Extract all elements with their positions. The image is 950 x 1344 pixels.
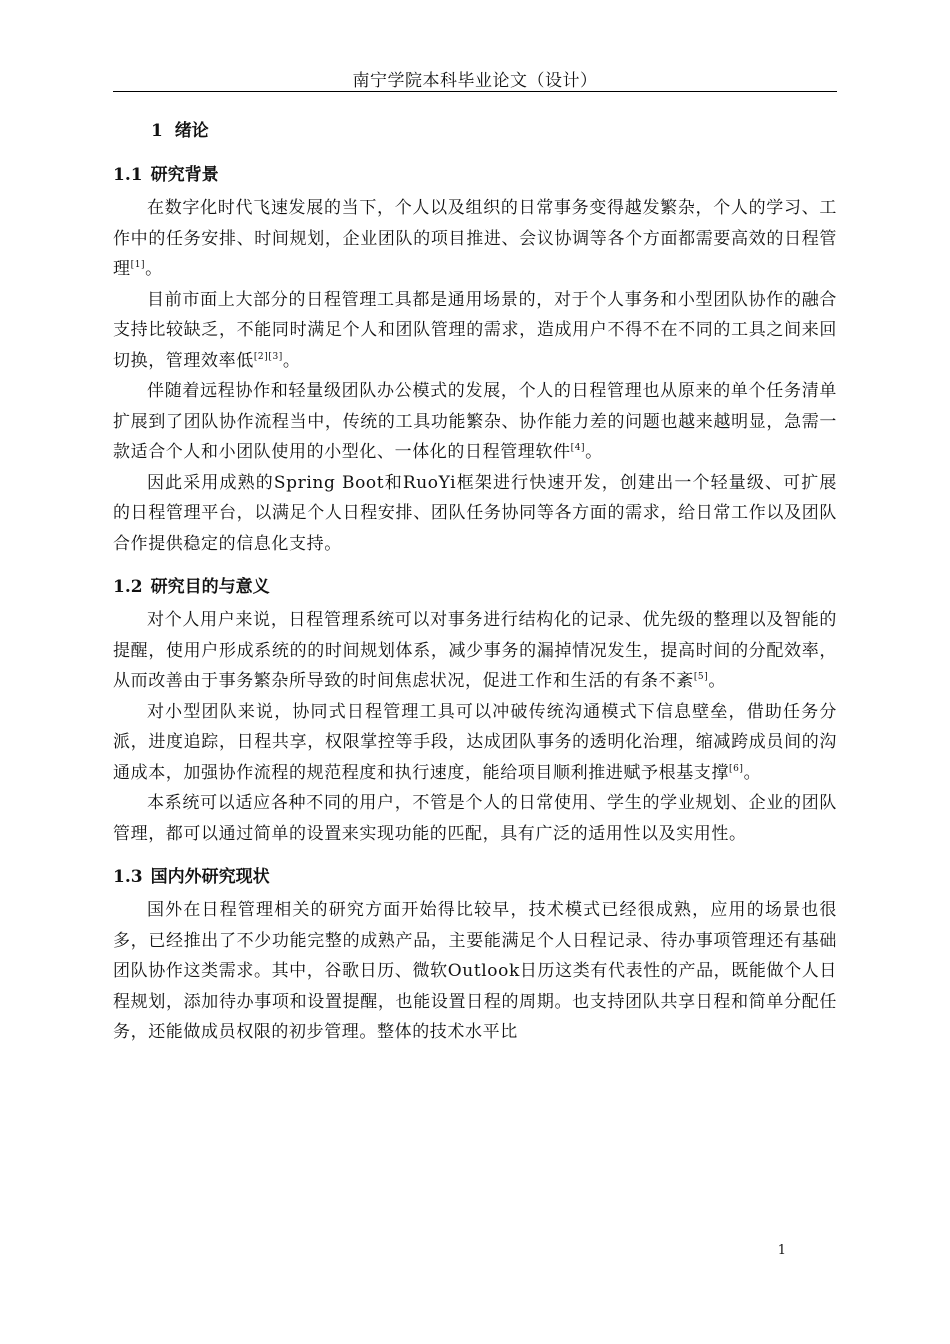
citation: [5] xyxy=(693,672,709,682)
citation: [1] xyxy=(130,260,146,270)
paragraph-text: 目前市面上大部分的日程管理工具都是通用场景的，对于个人事务和小型团队协作的融合支持比较缺乏，不能同时满足个人和团队管理的需求，造成用户不得不在不同的工具之间来回切换，管理效率低 xyxy=(113,289,837,371)
paragraph-text: 因此采用成熟的Spring Boot和RuoYi框架进行快速开发，创建出一个轻量级、可扩展的日程管理平台，以满足个人日程安排、团队任务协同等各方面的需求，给日常工作以及团队合作提供稳定的信息化支持。 xyxy=(113,472,837,554)
page-content xyxy=(113,115,837,1048)
paragraph-tail: 。 xyxy=(282,350,301,371)
page-number: 1 xyxy=(777,1243,786,1258)
paragraph-tail: 。 xyxy=(708,671,726,691)
paragraph-text: 对个人用户来说，日程管理系统可以对事务进行结构化的记录、优先级的整理以及智能的提醒，使用户形成系统的的时间规划体系，减少事务的漏掉情况发生，提高时间的分配效率，从而改善由于事务繁杂所导致的时间焦虑状况，促进工作和生活的有条不紊 xyxy=(113,610,837,691)
chapter-number: 1 xyxy=(151,121,163,141)
paragraph xyxy=(113,788,837,849)
section-title: 研究背景 xyxy=(150,165,219,185)
chapter-heading xyxy=(151,115,837,155)
paragraph xyxy=(113,697,837,789)
citation: [2][3] xyxy=(253,351,283,362)
paragraph xyxy=(113,376,837,468)
section-heading xyxy=(113,567,837,605)
section-heading xyxy=(113,155,837,193)
header-rule xyxy=(113,91,837,92)
paragraph xyxy=(113,193,837,285)
section-number: 1.3 xyxy=(113,867,143,887)
paragraph-text: 伴随着远程协作和轻量级团队办公模式的发展，个人的日程管理也从原来的单个任务清单扩展到了团队协作流程当中，传统的工具功能繁杂、协作能力差的问题也越来越明显，急需一款适合个人和小团队使用的小型化、一体化的日程管理软件 xyxy=(113,381,837,462)
citation: [4] xyxy=(570,443,586,453)
paragraph-text: 国外在日程管理相关的研究方面开始得比较早，技术模式已经很成熟，应用的场景也很多，已经推出了不少功能完整的成熟产品，主要能满足个人日程记录、待办事项管理还有基础团队协作这类需求。其中，谷歌日历、微软Outlook日历这类有代表性的产品，既能做个人日程规划，添加待办事项和设置提醒，也能设置日程的周期。也支持团队共享日程和简单分配任务，还能做成员权限的初步管理。整体的技术水平比 xyxy=(113,900,837,1042)
paragraph xyxy=(113,605,837,697)
section-title: 国内外研究现状 xyxy=(150,867,270,887)
section-number: 1.1 xyxy=(113,165,143,185)
paragraph-tail: 。 xyxy=(585,442,603,462)
section-heading xyxy=(113,857,837,895)
paragraph-text: 本系统可以适应各种不同的用户，不管是个人的日常使用、学生的学业规划、企业的团队管理，都可以通过简单的设置来实现功能的匹配，具有广泛的适用性以及实用性。 xyxy=(113,793,837,844)
paragraph-tail: 。 xyxy=(145,259,163,279)
chapter-title: 绪论 xyxy=(174,121,209,141)
section-title: 研究目的与意义 xyxy=(150,577,270,597)
paragraph xyxy=(113,895,837,1048)
section-number: 1.2 xyxy=(113,577,143,597)
running-header: 南宁学院本科毕业论文（设计） xyxy=(352,71,598,91)
citation: [6] xyxy=(729,763,744,774)
paragraph-text: 在数字化时代飞速发展的当下，个人以及组织的日常事务变得越发繁杂，个人的学习、工作中的任务安排、时间规划，企业团队的项目推进、会议协调等各个方面都需要高效的日程管理 xyxy=(113,198,837,279)
paragraph xyxy=(113,468,837,560)
paragraph xyxy=(113,285,837,377)
paragraph-text: 对小型团队来说，协同式日程管理工具可以冲破传统沟通模式下信息壁垒，借助任务分派，进度追踪，日程共享，权限掌控等手段，达成团队事务的透明化治理，缩减跨成员间的沟通成本，加强协作流程的规范程度和执行速度，能给项目顺利推进赋予根基支撑 xyxy=(113,701,837,783)
paragraph-tail: 。 xyxy=(743,762,762,783)
